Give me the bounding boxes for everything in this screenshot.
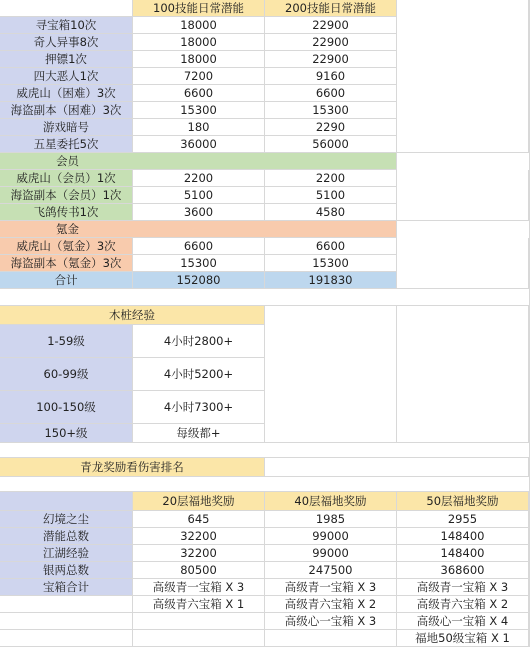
total-value-200[interactable]: 191830 [265, 272, 397, 289]
member-value-100[interactable]: 3600 [133, 204, 265, 221]
row-value-200[interactable]: 6600 [265, 85, 397, 102]
member-row-label[interactable]: 海盗副本（会员）1次 [0, 187, 133, 204]
reward-value-20[interactable]: 32200 [133, 545, 265, 562]
reward-header-20[interactable]: 20层福地奖励 [133, 492, 265, 511]
reward-value-20[interactable]: 32200 [133, 528, 265, 545]
row-value-100[interactable]: 180 [133, 119, 265, 136]
row-value-100[interactable]: 18000 [133, 17, 265, 34]
reward-value-40[interactable]: 高级青一宝箱 X 3 [265, 579, 397, 596]
reward-value-40[interactable]: 99000 [265, 545, 397, 562]
reward-value-40[interactable]: 99000 [265, 528, 397, 545]
header-blank-cell[interactable] [0, 0, 133, 17]
row-value-200[interactable]: 2290 [265, 119, 397, 136]
member-value-100[interactable]: 5100 [133, 187, 265, 204]
reward-row-label[interactable]: 江湖经验 [0, 545, 133, 562]
reward-value-40[interactable]: 高级青六宝箱 X 2 [265, 596, 397, 613]
total-value-100[interactable]: 152080 [133, 272, 265, 289]
row-value-200[interactable]: 22900 [265, 17, 397, 34]
row-value-100[interactable]: 18000 [133, 51, 265, 68]
reward-header-blank[interactable] [0, 492, 133, 511]
row-label[interactable]: 五星委托5次 [0, 136, 133, 153]
row-label[interactable]: 威虎山（困难）3次 [0, 85, 133, 102]
krypton-row-label[interactable]: 海盗副本（氪金）3次 [0, 255, 133, 272]
reward-row-label[interactable] [0, 596, 133, 613]
row-label[interactable]: 押镖1次 [0, 51, 133, 68]
reward-value-20[interactable] [133, 613, 265, 630]
wood-exp-value[interactable]: 4小时7300+ [133, 391, 265, 424]
wood-level-label[interactable]: 60-99级 [0, 358, 133, 391]
reward-header-40[interactable]: 40层福地奖励 [265, 492, 397, 511]
row-value-200[interactable]: 22900 [265, 34, 397, 51]
header-100-skill[interactable]: 100技能日常潜能 [133, 0, 265, 17]
krypton-row-label[interactable]: 威虎山（氪金）3次 [0, 238, 133, 255]
empty-cell-block[interactable] [265, 458, 529, 477]
row-value-200[interactable]: 9160 [265, 68, 397, 85]
reward-row-label[interactable]: 幻境之尘 [0, 511, 133, 528]
reward-value-50[interactable]: 148400 [397, 528, 529, 545]
reward-value-20[interactable]: 645 [133, 511, 265, 528]
empty-row[interactable] [0, 443, 529, 458]
reward-value-50[interactable]: 高级心一宝箱 X 4 [397, 613, 529, 630]
reward-value-20[interactable]: 高级青六宝箱 X 1 [133, 596, 265, 613]
empty-row[interactable] [0, 477, 529, 492]
reward-value-40[interactable]: 高级心一宝箱 X 3 [265, 613, 397, 630]
empty-cell-block[interactable] [397, 0, 529, 153]
row-value-100[interactable]: 6600 [133, 85, 265, 102]
wood-level-label[interactable]: 100-150级 [0, 391, 133, 424]
reward-value-50[interactable]: 福地50级宝箱 X 1 [397, 630, 529, 647]
reward-value-40[interactable]: 1985 [265, 511, 397, 528]
row-value-100[interactable]: 7200 [133, 68, 265, 85]
row-label[interactable]: 海盗副本（困难）3次 [0, 102, 133, 119]
row-value-200[interactable]: 56000 [265, 136, 397, 153]
empty-cell-block[interactable] [397, 170, 529, 221]
row-value-100[interactable]: 18000 [133, 34, 265, 51]
reward-value-50[interactable]: 2955 [397, 511, 529, 528]
empty-cell-block[interactable] [265, 306, 397, 443]
member-row-label[interactable]: 飞鸽传书1次 [0, 204, 133, 221]
krypton-value-200[interactable]: 6600 [265, 238, 397, 255]
row-label[interactable]: 奇人异事8次 [0, 34, 133, 51]
reward-row-label[interactable]: 潜能总数 [0, 528, 133, 545]
row-value-200[interactable]: 15300 [265, 102, 397, 119]
reward-value-40[interactable]: 247500 [265, 562, 397, 579]
dragon-reward-note[interactable]: 青龙奖励看伤害排名 [0, 458, 265, 477]
reward-value-40[interactable] [265, 630, 397, 647]
member-value-200[interactable]: 5100 [265, 187, 397, 204]
total-label[interactable]: 合计 [0, 272, 133, 289]
row-value-200[interactable]: 22900 [265, 51, 397, 68]
row-label[interactable]: 寻宝箱10次 [0, 17, 133, 34]
reward-value-50[interactable]: 148400 [397, 545, 529, 562]
reward-value-50[interactable]: 高级青六宝箱 X 2 [397, 596, 529, 613]
member-value-200[interactable]: 2200 [265, 170, 397, 187]
krypton-section-header[interactable]: 氪金 [0, 221, 397, 238]
reward-row-label[interactable]: 宝箱合计 [0, 579, 133, 596]
member-section-header[interactable]: 会员 [0, 153, 397, 170]
reward-header-50[interactable]: 50层福地奖励 [397, 492, 529, 511]
member-value-200[interactable]: 4580 [265, 204, 397, 221]
wood-exp-value[interactable]: 每级都+ [133, 424, 265, 443]
empty-cell-block[interactable] [397, 306, 529, 443]
reward-value-50[interactable]: 高级青一宝箱 X 3 [397, 579, 529, 596]
empty-row[interactable] [0, 289, 529, 306]
krypton-value-100[interactable]: 15300 [133, 255, 265, 272]
reward-row-label[interactable] [0, 613, 133, 630]
row-value-100[interactable]: 15300 [133, 102, 265, 119]
empty-cell-block[interactable] [397, 238, 529, 289]
reward-row-label[interactable]: 银两总数 [0, 562, 133, 579]
header-200-skill[interactable]: 200技能日常潜能 [265, 0, 397, 17]
reward-value-20[interactable] [133, 630, 265, 647]
wood-level-label[interactable]: 150+级 [0, 424, 133, 443]
wood-exp-value[interactable]: 4小时5200+ [133, 358, 265, 391]
row-label[interactable]: 游戏暗号 [0, 119, 133, 136]
member-row-label[interactable]: 威虎山（会员）1次 [0, 170, 133, 187]
wood-level-label[interactable]: 1-59级 [0, 325, 133, 358]
row-value-100[interactable]: 36000 [133, 136, 265, 153]
wood-exp-value[interactable]: 4小时2800+ [133, 325, 265, 358]
wood-exp-title[interactable]: 木桩经验 [0, 306, 265, 325]
row-label[interactable]: 四大恶人1次 [0, 68, 133, 85]
reward-value-50[interactable]: 368600 [397, 562, 529, 579]
reward-value-20[interactable]: 80500 [133, 562, 265, 579]
krypton-value-100[interactable]: 6600 [133, 238, 265, 255]
reward-value-20[interactable]: 高级青一宝箱 X 3 [133, 579, 265, 596]
krypton-value-200[interactable]: 15300 [265, 255, 397, 272]
reward-row-label[interactable] [0, 630, 133, 647]
member-value-100[interactable]: 2200 [133, 170, 265, 187]
